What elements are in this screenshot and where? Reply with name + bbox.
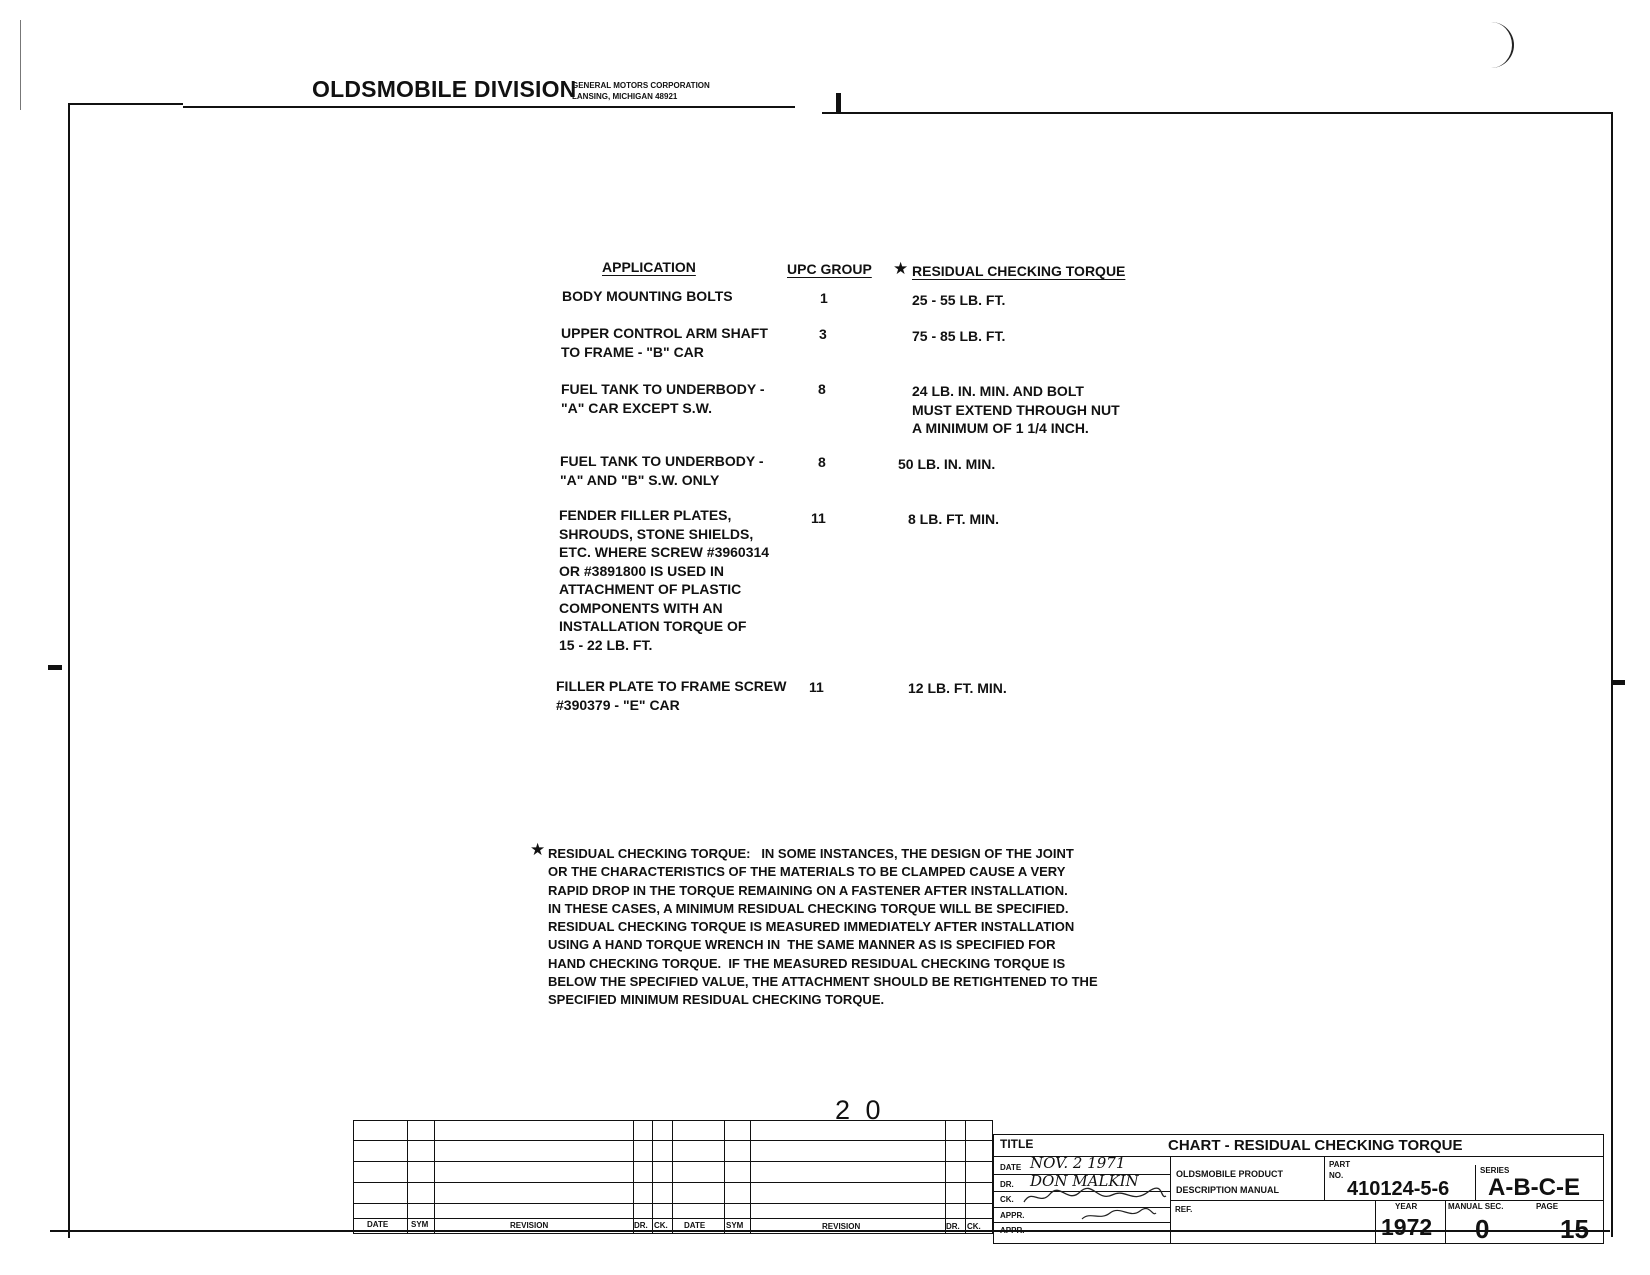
- rev-col-line: [434, 1120, 435, 1234]
- rev-col-line: [633, 1120, 634, 1234]
- approved-label-1: APPR.: [1000, 1211, 1025, 1220]
- row-4-application: FUEL TANK TO UNDERBODY - "A" AND "B" S.W. ONLY: [560, 453, 764, 488]
- rev-col-line: [965, 1120, 966, 1234]
- note-line: RAPID DROP IN THE TORQUE REMAINING ON A FASTENER AFTER INSTALLATION.: [548, 882, 1068, 898]
- product-line-2: DESCRIPTION MANUAL: [1176, 1185, 1279, 1195]
- series-value: A-B-C-E: [1488, 1174, 1580, 1201]
- corporation-name: GENERAL MOTORS CORPORATION: [572, 81, 710, 90]
- page-number: 15: [1560, 1214, 1589, 1244]
- rev-row-line: [353, 1203, 993, 1204]
- year-label: YEAR: [1395, 1202, 1418, 1211]
- star-icon: ★: [893, 259, 909, 278]
- year-value: 1972: [1381, 1214, 1433, 1240]
- title-col-line: [1375, 1200, 1376, 1244]
- rev-dr-label-2: DR.: [946, 1222, 960, 1231]
- note-line: RESIDUAL CHECKING TORQUE: IN SOME INSTANCES, THE DESIGN OF THE JOINT: [548, 846, 1074, 861]
- frame-top-mid: [183, 106, 795, 108]
- frame-top-right: [822, 112, 1612, 114]
- part-label: PART: [1329, 1160, 1351, 1169]
- row-3-torque: 24 LB. IN. MIN. AND BOLT MUST EXTEND THROUGH NUT A MINIMUM OF 1 1/4 INCH.: [912, 383, 1120, 436]
- note-star-icon: ★: [530, 840, 546, 859]
- row-3-application: FUEL TANK TO UNDERBODY - "A" CAR EXCEPT S.W.: [561, 381, 765, 416]
- page-label: PAGE: [1536, 1202, 1559, 1211]
- division-title: OLDSMOBILE DIVISION: [312, 76, 577, 102]
- note-line: OR THE CHARACTERISTICS OF THE MATERIALS TO BE CLAMPED CAUSE A VERY: [548, 864, 1066, 880]
- frame-top-left: [68, 103, 183, 105]
- row-5-application: FENDER FILLER PLATES, SHROUDS, STONE SHIELDS, ETC. WHERE SCREW #3960314 OR #3891800 IS USED IN ATTACHMENT OF PLASTIC COMPONENTS WITH AN INSTALLATION TORQUE OF 15 - 22 LB. FT.: [559, 507, 770, 653]
- approval-signature: [1080, 1205, 1160, 1225]
- rev-col-line: [672, 1120, 673, 1234]
- note-line: BELOW THE SPECIFIED VALUE, THE ATTACHMENT SHOULD BE RETIGHTENED TO THE: [548, 974, 1098, 990]
- part-number: 410124-5-6: [1347, 1178, 1450, 1200]
- revision-block: [353, 1120, 993, 1234]
- corporation-city: LANSING, MICHIGAN 48921: [572, 92, 678, 101]
- title-col-line: [1324, 1156, 1325, 1200]
- drawing-title: CHART - RESIDUAL CHECKING TORQUE: [1168, 1137, 1463, 1154]
- approved-label-2: APPR.: [1000, 1226, 1025, 1235]
- note-line: IN THESE CASES, A MINIMUM RESIDUAL CHECKING TORQUE WILL BE SPECIFIED.: [548, 900, 1069, 916]
- title-col-line: [1475, 1165, 1476, 1200]
- rev-revision-label-2: REVISION: [822, 1222, 861, 1231]
- rev-sym-label-2: SYM: [726, 1221, 744, 1230]
- drawn-by-label: DR.: [1000, 1180, 1014, 1189]
- frame-right: [1611, 112, 1613, 1237]
- row-2-upc: 3: [819, 326, 827, 342]
- row-4-upc: 8: [818, 454, 826, 470]
- row-6-upc: 11: [809, 679, 824, 695]
- product-line-1: OLDSMOBILE PRODUCT: [1176, 1169, 1283, 1179]
- rev-revision-label: REVISION: [510, 1221, 549, 1230]
- rev-ck-label: CK.: [654, 1221, 668, 1230]
- row-1-upc: 1: [820, 290, 828, 306]
- rev-dr-label: DR.: [634, 1221, 648, 1230]
- rev-row-line: [353, 1218, 993, 1219]
- row-3-upc: 8: [818, 381, 826, 397]
- rev-sym-label: SYM: [411, 1220, 429, 1229]
- row-2-application: UPPER CONTROL ARM SHAFT TO FRAME - "B" CAR: [561, 325, 768, 360]
- rev-date-label-2: DATE: [684, 1221, 706, 1230]
- row-5-torque: 8 LB. FT. MIN.: [908, 511, 999, 527]
- rev-row-line: [353, 1140, 993, 1141]
- row-2-torque: 75 - 85 LB. FT.: [912, 328, 1006, 344]
- row-6-application: FILLER PLATE TO FRAME SCREW #390379 - "E" CAR: [556, 678, 787, 713]
- residual-torque-note: [548, 845, 1108, 1010]
- date-label: DATE: [1000, 1163, 1022, 1172]
- punch-hole-mark: [1480, 22, 1514, 68]
- page-marker: 2 0: [835, 1095, 885, 1125]
- rev-row-line: [353, 1182, 993, 1183]
- rev-col-line: [652, 1120, 653, 1234]
- rev-ck-label-2: CK.: [967, 1222, 981, 1231]
- note-line: HAND CHECKING TORQUE. IF THE MEASURED RESIDUAL CHECKING TORQUE IS: [548, 955, 1066, 971]
- rev-col-line: [945, 1120, 946, 1234]
- upc-group-header: UPC GROUP: [787, 261, 872, 277]
- rev-date-label: DATE: [367, 1220, 389, 1229]
- row-1-torque: 25 - 55 LB. FT.: [912, 292, 1006, 308]
- frame-left: [68, 103, 70, 1238]
- torque-header: RESIDUAL CHECKING TORQUE: [912, 263, 1126, 279]
- ref-label: REF.: [1175, 1205, 1193, 1214]
- corporation-address: [572, 80, 710, 102]
- frame-left-mark: [48, 665, 62, 670]
- row-6-torque: 12 LB. FT. MIN.: [908, 680, 1007, 696]
- drawn-by-value: DON MALKIN: [1030, 1172, 1139, 1190]
- rev-row-line: [353, 1161, 993, 1162]
- row-1-application: BODY MOUNTING BOLTS: [562, 288, 733, 304]
- left-margin-rule: [20, 20, 21, 110]
- manual-section-value: 0: [1475, 1214, 1490, 1244]
- note-line: SPECIFIED MINIMUM RESIDUAL CHECKING TORQUE.: [548, 992, 885, 1008]
- rev-col-line: [407, 1120, 408, 1234]
- title-label: TITLE: [1000, 1137, 1034, 1151]
- series-label: SERIES: [1480, 1166, 1510, 1175]
- frame-right-mark: [1611, 680, 1625, 685]
- rev-col-line: [750, 1120, 751, 1234]
- checked-by-label: CK.: [1000, 1195, 1014, 1204]
- row-4-torque: 50 LB. IN. MIN.: [898, 456, 996, 472]
- date-value: NOV. 2 1971: [1030, 1154, 1126, 1172]
- manual-section-label: MANUAL SEC.: [1448, 1202, 1504, 1211]
- title-col-line: [1445, 1200, 1446, 1244]
- note-line: RESIDUAL CHECKING TORQUE IS MEASURED IMMEDIATELY AFTER INSTALLATION: [548, 919, 1075, 935]
- frame-top-tick: [836, 93, 841, 113]
- application-header: APPLICATION: [602, 259, 696, 275]
- rev-col-line: [724, 1120, 725, 1234]
- part-no-label: NO.: [1329, 1171, 1344, 1180]
- row-5-upc: 11: [811, 510, 826, 526]
- note-line: USING A HAND TORQUE WRENCH IN THE SAME MANNER AS IS SPECIFIED FOR: [548, 937, 1056, 953]
